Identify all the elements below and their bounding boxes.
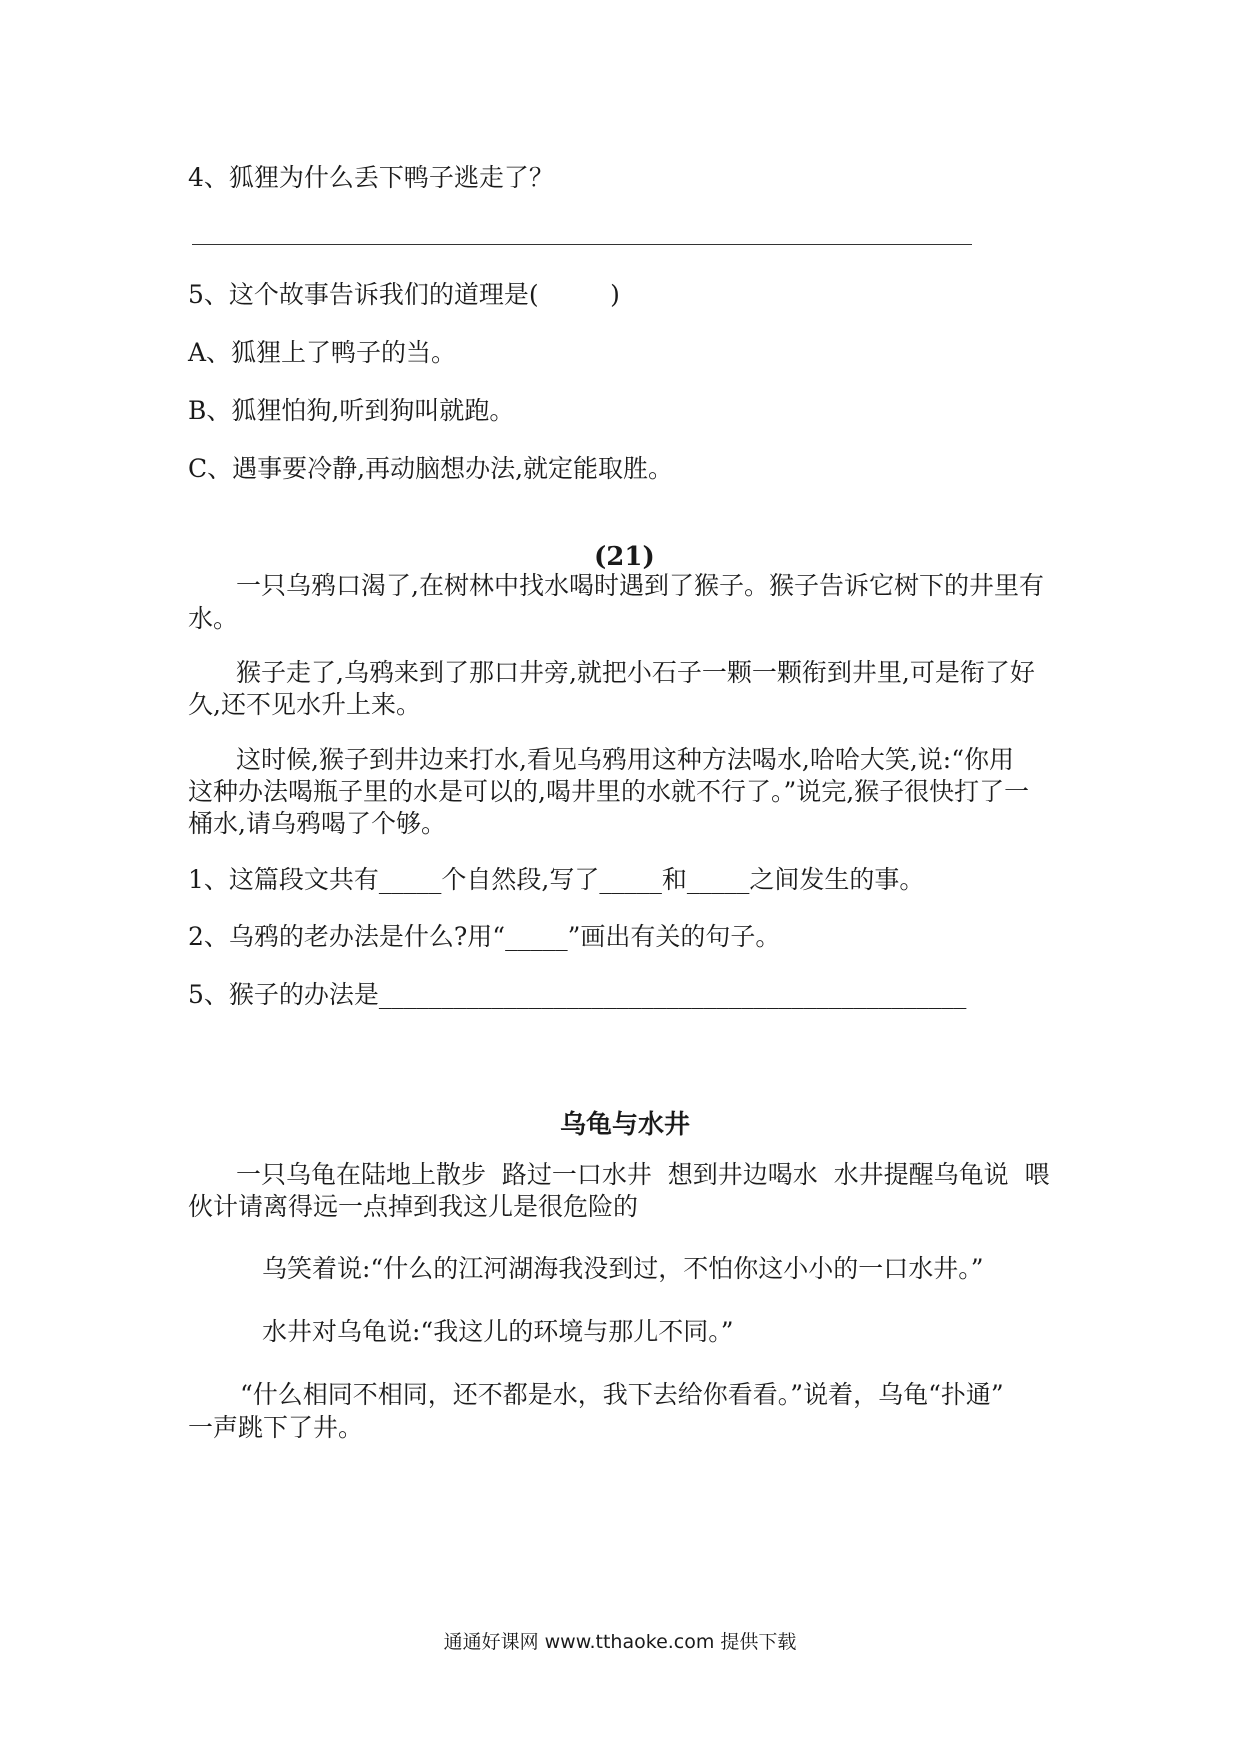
paragraph-text: 久,还不见水升上来。 (188, 690, 421, 719)
paragraph-text: 一只乌龟在陆地上散步 路过一口水井 想到井边喝水 水井提醒乌龟说 喂 (236, 1160, 1050, 1189)
paragraph-text: 伙计请离得远一点掉到我这儿是很危险的 (188, 1192, 639, 1221)
paragraph-text: 猴子走了,乌鸦来到了那口井旁,就把小石子一颗一颗衔到井里,可是衔了好 (236, 658, 1035, 687)
option-b: B、狐狸怕狗,听到狗叫就跑。 (188, 396, 515, 425)
paragraph-text: 这时候,猴子到井边来打水,看见乌鸦用这种方法喝水,哈哈大笑,说:“你用 (236, 745, 1014, 774)
paragraph-text: 一只乌鸦口渴了,在树林中找水喝时遇到了猴子。猴子告诉它树下的井里有 (236, 571, 1044, 600)
question-4: 4、狐狸为什么丢下鸭子逃走了？ (188, 163, 554, 192)
question-2: 2、乌鸦的老办法是什么?用“_____”画出有关的句子。 (188, 922, 781, 951)
option-c: C、遇事要冷静,再动脑想办法,就定能取胜。 (188, 454, 674, 483)
paragraph-text: 乌笑着说:“什么的江河湖海我没到过，不怕你这小小的一口水井。” (262, 1254, 984, 1283)
paragraph-text: 水。 (188, 604, 239, 633)
paragraph-text: “什么相同不相同，还不都是水，我下去给你看看。”说着，乌龟“扑通” (240, 1380, 1004, 1409)
story-title: 乌龟与水井 (560, 1110, 691, 1140)
paragraph-text: 桶水,请乌鸦喝了个够。 (188, 809, 446, 838)
question-1: 1、这篇段文共有_____个自然段,写了_____和_____之间发生的事。 (188, 865, 925, 894)
answer-line (192, 244, 972, 245)
page-footer: 通通好课网 www.tthaoke.com 提供下载 (443, 1631, 797, 1653)
question-5: 5、这个故事告诉我们的道理是( ) (188, 280, 620, 309)
paragraph-text: 这种办法喝瓶子里的水是可以的,喝井里的水就不行了。”说完,猴子很快打了一 (188, 777, 1030, 806)
section-heading: (21) (594, 542, 655, 572)
paragraph-text: 一声跳下了井。 (188, 1413, 364, 1442)
paragraph-text: 水井对乌龟说:“我这儿的环境与那儿不同。” (262, 1317, 734, 1346)
question-5b: 5、猴子的办法是_______________________________________________ (188, 980, 967, 1009)
option-a: A、狐狸上了鸭子的当。 (188, 338, 457, 367)
